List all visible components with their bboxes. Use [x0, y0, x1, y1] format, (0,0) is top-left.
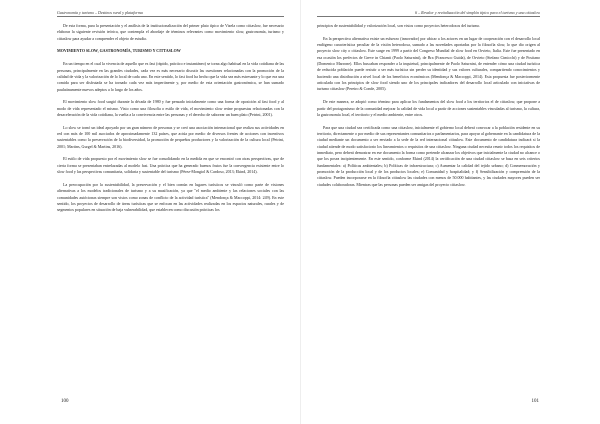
right-paragraph-1: principios de sustentabilidad y valorización local, son vistos como proyectos heterodoxos del turismo. — [317, 23, 481, 28]
left-paragraph-6: La preocupación por la sustentabilidad, la preservación y el bien común en lugares turísticos se vinculó como parte de visiones alternativas a los modelos tradicionales de turismo y a su masificación, ya que "el medio ambiente y las relaciones sociales con las comunidades autóctonas siempre son vistos como zonas de conflicto de la actividad turística" (Mendonça & Maccoppi, 2014: 249). En este sentido, los proyectos de desarrollo de áreas turísticas que se enfocan en las actividades realizadas en los espacios naturales, rurales y de segmentos populares en situación de baja vulnerabilidad, que establecen como discusión prácticas los — [57, 181, 284, 213]
right-paragraph-4: Para que una ciudad sea certificada como una cittaslow, inicialmente el gobierno local deberá convocar a la población residente en su territorio, directamente o por medio de sus representantes comunitarios o parlamentarios, para apoyar al gobernante en la candidatura de la ciudad mediante un documento a ser enviado a la sede de la red internacional cittaslow. Este documento de candidatura indicará si la ciudad atiende de modo satisfactorio los lineamientos o requisitos de una cittaslow. Ninguna ciudad necesita reunir todos los requisitos de inmediato, pero deberá demostrar en ese documento la forma como pretende alcanzar los objetivos que inicialmente la ciudad no alcance o que los posea incipientemente. En este sentido, conforme Ekind (2014) la certificación de una ciudad cittaslow se basa en seis criterios fundamentales: a) Políticas ambientales; b) Políticas de infraestructura; c) Aumentar la calidad del tejido urbano; d) Conmemoración y promoción de la producción local y de los productos locales; e) Comunidad y hospitalidad; y f) Sensibilización y comprensión de la cittaslow. Pueden incorporarse en la filosofía cittaslow las ciudades con menos de 50.000 habitantes, y las ciudades mayores pueden ser ciudades colaboradoras. Mientras que las personas pueden ser amigas del proyecto cittaslow. — [317, 124, 540, 187]
right-page-body — [317, 23, 540, 188]
left-paragraph-4: Lo slow se tornó un ideal apoyado por un gran número de personas y se creó una asociación internacional que realiza sus actividades en red con más de 100 mil asociados de aproximadamente 132 países, que actúa por medio de diversos frentes de acciones con incentivos sustentables como la preservación de la biodiversidad, la promoción de pequeños productores y la valorización de la cultura local (Petrini, 2001; Martins, Gurgel & Martins, 2016). — [57, 124, 284, 149]
left-paragraph-5: El estilo de vida propuesto por el movimiento slow se fue consolidando en la medida en que se encontró con otras perspectivas, que de cierta forma se presentaban entrelazadas al modelo fast. Una práctica que ha generado buenos frutos fue la convergencia existente entre lo slow food y las perspectivas comunitaria, solidaria y sustentable del turismo (Pérez-Mongiol & Cardoso, 2013; Ekind, 2014). — [57, 156, 284, 175]
left-paragraph-1: De esta forma, para la presentación y el análisis de la institucionalización del primer plato típico de Vizela como cittaslow, fue necesario elaborar la siguiente revisión teórica, que contempla el abordaje de términos relevantes como movimiento slow, gastronomía, turismo y cittaslow para ayudar a comprender el objeto de estudio. — [57, 23, 284, 41]
right-running-header: 6 – Revalor y revitalización del simplón típico para el turismo y una cittaslow — [317, 10, 540, 17]
right-page-number: 101 — [531, 399, 539, 404]
left-page-body — [57, 23, 284, 214]
right-page — [300, 0, 600, 424]
right-paragraph-2: En la perspectiva alternativa existe un esfuerzo (innovador) por ubicar a los actores en un lugar de cooperación con el desarrollo local endógeno característica peculiar de la visión heterodoxa, sumado a las novedades aportadas por la filosofía slow, lo que dio origen al proyecto slow city o cittaslow. Este surge en 1999 a partir del Congreso Mundial de slow food en Orvieto, Italia. Este fue presentado en esa ocasión los prefectos de Greve in Chianti (Paolo Saturnini), de Bra (Francesco Guida), de Orvieto (Stefano Cimicchi) y de Positano (Domenico Marrone). Ellos buscaban responder a la inquietud, principalmente de Paolo Saturnini, de entender cómo una ciudad turística de reducida población puede resistir a ser más turística sin perder su identidad y sus valores culturales, compartiendo conocimientos y haciendo una distribución a nivel local de los beneficios económicos (Mendonça & Maccoppi, 2014). Esta propuesta fue posteriormente articulada con los principios de slow food siendo uno de los principales indicadores del desarrollo local articulado con iniciativas de turismo cittaslow (Pereiro & Conde, 2005). — [317, 35, 540, 92]
left-page-number: 100 — [61, 399, 69, 404]
left-paragraph-3: El movimiento slow food surgió durante la década de 1980 y fue pensado inicialmente como una forma de oposición al fast food y al modo de vida representado el mismo. Visto como una filosofía o estilo de vida, el movimiento slow reúne propuestas relacionadas con la desaceleración de la vida cotidiana, la vuelta a la convivencia entre las personas y el derecho de saborear un buen plato (Petrini, 2001). — [57, 99, 284, 117]
left-running-header: Gastronomía y turismo – Destinos rural y plataforma — [57, 10, 284, 17]
right-paragraph-3: De este manera, se adoptó como término para aplicar los fundamentos del slow food a los territorios el de cittaslow, que propone a partir del protagonismo de la comunidad mejorar la calidad de vida local a partir de acciones sustentables vinculadas al turismo, la cultura, la gastronomía local, el territorio y el medio ambiente, entre otros. — [317, 99, 540, 117]
left-paragraph-2: En un tiempo en el cual la vivencia de aquello que es fast (rápido, práctico e instantáneo) se torna algo habitual en la vida cotidiana de las personas, principalmente en las grandes ciudades, cada vez es más necesario discutir las cuestiones relacionadas con la promoción de la calidad de vida y la valorización de lo local de cada uno. En este sentido, lo fast food ha hecho que la vida sea más estresante y lo que era una comida para ser disfrutada se ha tornado cada vez más impertinente y, por medio de esta orientación gastronómica, se han sumado paulatinamente nuevos adeptos a lo largo de los años. — [57, 61, 284, 92]
section-heading: MOVIMIENTO SLOW, GASTRONOMÍA, TURISMO Y CITTASLOW — [57, 48, 181, 54]
